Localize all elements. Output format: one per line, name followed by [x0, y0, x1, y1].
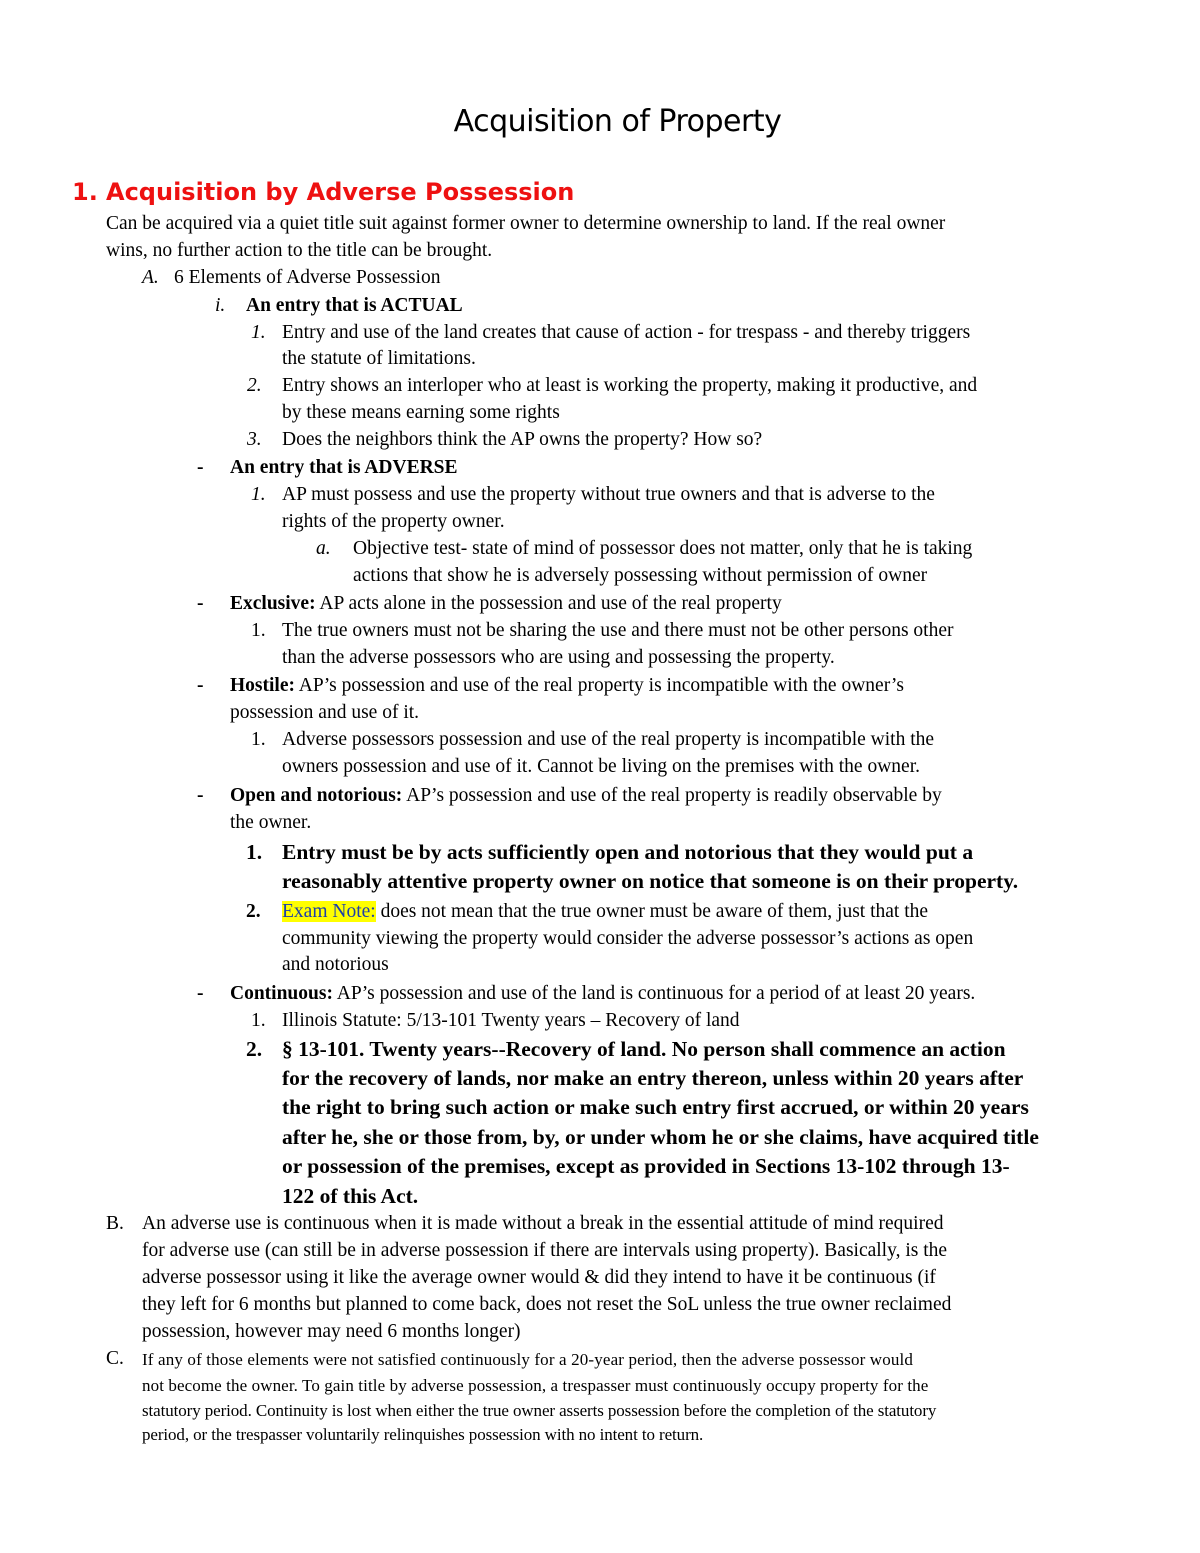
section-heading [72, 178, 574, 206]
list-marker: 1. [251, 484, 266, 505]
list-marker: 1. [251, 322, 266, 343]
section-number: 1. [72, 178, 98, 206]
paragraph-b-line: they left for 6 months but planned to come back, does not reset the SoL unless the true owner reclaimed [142, 1294, 952, 1315]
paragraph-b-line: An adverse use is continuous when it is made without a break in the essential attitude of mind required [142, 1213, 944, 1234]
list-item-text: The true owners must not be sharing the use and there must not be other persons other [282, 620, 954, 641]
dash-marker: - [197, 457, 204, 478]
list-item-text: Entry shows an interloper who at least is working the property, making it productive, and [282, 375, 978, 396]
section-heading-text: Acquisition by Adverse Possession [106, 178, 575, 206]
dash-marker: - [197, 983, 204, 1004]
dash-marker: - [197, 675, 204, 696]
list-item-text: Adverse possessors possession and use of the real property is incompatible with the [282, 729, 935, 750]
list-marker: 2. [246, 901, 261, 922]
element-open [230, 785, 942, 807]
element-open-text: AP’s possession and use of the real property is readily observable by [406, 785, 942, 806]
list-marker: 2. [246, 1037, 263, 1061]
list-item-text: rights of the property owner. [282, 511, 505, 532]
paragraph-b-line: adverse possessor using it like the average owner would & did they intend to have it be continuous (if [142, 1267, 936, 1288]
element-hostile [230, 675, 904, 697]
exam-note-highlight: Exam Note: [282, 901, 376, 922]
list-item-text: reasonably attentive property owner on notice that someone is on their property. [282, 869, 1019, 893]
exam-note-text: does not mean that the true owner must be aware of them, just that the [375, 901, 929, 922]
list-marker: 1. [251, 1010, 266, 1031]
list-item-text: Entry must be by acts sufficiently open and notorious that they would put a [282, 840, 974, 864]
statute-text: the right to bring such action or make such entry first accrued, or within 20 years [282, 1095, 1029, 1119]
list-item-text: than the adverse possessors who are using and possessing the property. [282, 647, 835, 668]
document-title: Acquisition of Property [453, 104, 782, 139]
list-item-text: Does the neighbors think the AP owns the property? How so? [282, 429, 763, 450]
paragraph-c-line: period, or the trespasser voluntarily relinquishes possession with no intent to return. [142, 1425, 704, 1444]
paragraph-b-line: possession, however may need 6 months longer) [142, 1321, 521, 1342]
dash-marker: - [197, 593, 204, 614]
list-marker: 1. [251, 729, 266, 750]
paragraph-c-line: not become the owner. To gain title by adverse possession, a trespasser must continuously occupy property for the [142, 1376, 929, 1395]
list-marker: 2. [247, 375, 262, 396]
list-marker: 1. [251, 620, 266, 641]
element-exclusive [230, 593, 782, 615]
element-continuous-text: AP’s possession and use of the land is continuous for a period of at least 20 years. [336, 983, 976, 1004]
element-open-continued: the owner. [230, 812, 312, 833]
list-item-text: Illinois Statute: 5/13-101 Twenty years – Recovery of land [282, 1010, 740, 1031]
list-item-text: Entry and use of the land creates that cause of action - for trespass - and thereby triggers [282, 322, 971, 343]
intro-line: Can be acquired via a quiet title suit against former owner to determine ownership to land. If the real owner [106, 213, 946, 234]
paragraph-c-line: statutory period. Continuity is lost when either the true owner asserts possession before the completion of the statutory [142, 1401, 937, 1420]
element-adverse-heading: An entry that is ADVERSE [230, 457, 458, 478]
list-marker: a. [316, 538, 331, 559]
outline-marker-b: B. [106, 1213, 124, 1234]
element-continuous [230, 983, 975, 1005]
element-hostile-continued: possession and use of it. [230, 702, 420, 723]
list-item-text: by these means earning some rights [282, 402, 560, 423]
element-hostile-label: Hostile: [230, 675, 295, 696]
list-marker: 3. [247, 429, 262, 450]
list-item-text: and notorious [282, 954, 389, 975]
paragraph-c-line: If any of those elements were not satisfied continuously for a 20-year period, then the adverse possessor would [142, 1350, 914, 1369]
outline-marker-a: A. [142, 267, 159, 288]
element-continuous-label: Continuous: [230, 983, 333, 1004]
intro-line: wins, no further action to the title can be brought. [106, 240, 493, 261]
list-item-text: AP must possess and use the property without true owners and that is adverse to the [282, 484, 935, 505]
statute-text: after he, she or those from, by, or under whom he or she claims, have acquired title [282, 1125, 1039, 1149]
list-item-text [282, 901, 928, 923]
element-hostile-text: AP’s possession and use of the real property is incompatible with the owner’s [298, 675, 904, 696]
list-marker: 1. [246, 840, 263, 864]
list-marker: i. [215, 295, 226, 316]
dash-marker: - [197, 785, 204, 806]
element-exclusive-text: AP acts alone in the possession and use of the real property [319, 593, 782, 614]
statute-text: for the recovery of lands, nor make an entry thereon, unless within 20 years after [282, 1066, 1024, 1090]
list-item-text: community viewing the property would consider the adverse possessor’s actions as open [282, 928, 974, 949]
paragraph-b-line: for adverse use (can still be in adverse possession if there are intervals using property). Basically, is the [142, 1240, 948, 1261]
list-item-text: owners possession and use of it. Cannot be living on the premises with the owner. [282, 756, 920, 777]
statute-text: 122 of this Act. [282, 1184, 419, 1208]
statute-text: or possession of the premises, except as provided in Sections 13-102 through 13- [282, 1154, 1010, 1178]
list-item-text: actions that show he is adversely possessing without permission of owner [353, 565, 928, 586]
element-actual-heading: An entry that is ACTUAL [246, 295, 463, 316]
outline-marker-c: C. [106, 1348, 124, 1369]
elements-heading: 6 Elements of Adverse Possession [174, 267, 441, 288]
list-item-text: Objective test- state of mind of possessor does not matter, only that he is taking [353, 538, 973, 559]
statute-text: § 13-101. Twenty years--Recovery of land. No person shall commence an action [282, 1037, 1006, 1061]
list-item-text: the statute of limitations. [282, 348, 476, 369]
element-exclusive-label: Exclusive: [230, 593, 316, 614]
element-open-label: Open and notorious: [230, 785, 403, 806]
